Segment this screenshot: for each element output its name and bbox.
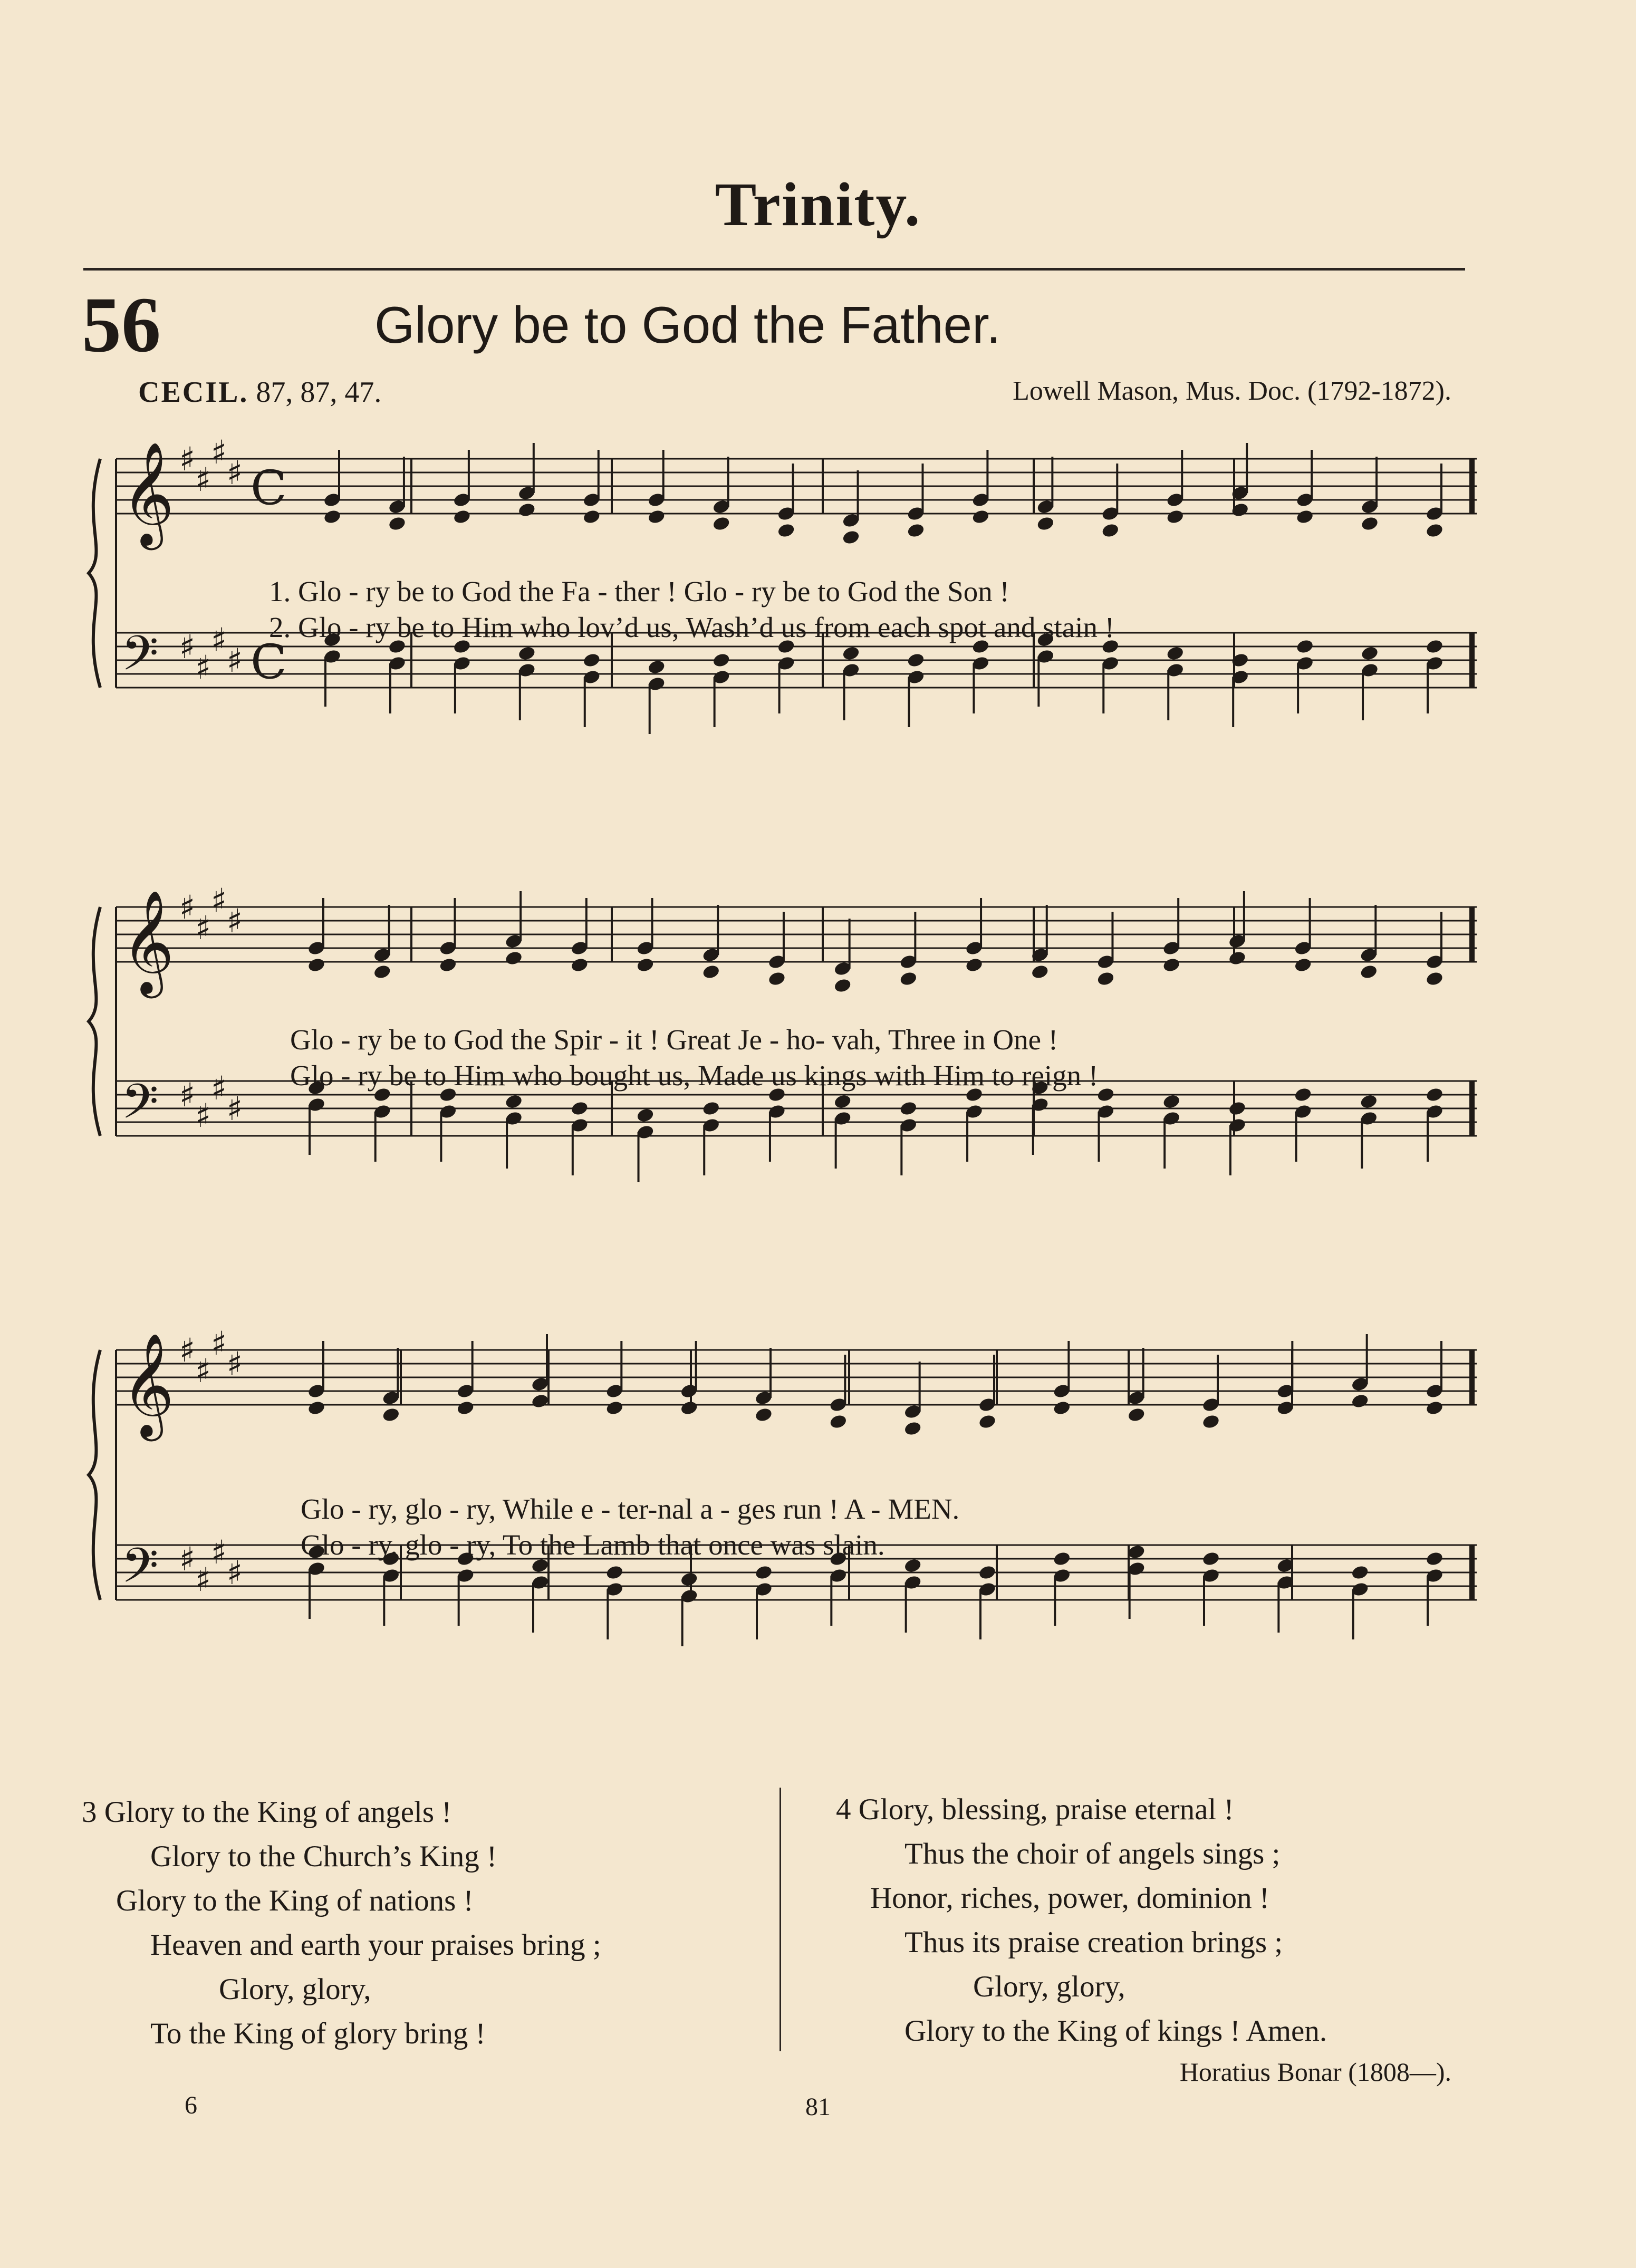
note-head (1127, 1544, 1146, 1560)
stanza-line: To the King of glory bring ! (150, 2017, 486, 2050)
brace (89, 1350, 100, 1600)
note-head (1052, 1551, 1071, 1567)
note-head (1425, 1087, 1444, 1103)
note-head (307, 957, 326, 973)
final-barline (1469, 1081, 1475, 1136)
note-head (842, 645, 861, 662)
note-head (971, 509, 990, 525)
note-head (1201, 1551, 1220, 1567)
note-head (1359, 1094, 1378, 1110)
note-head (605, 1565, 624, 1581)
lyric-line: Glo - ry, glo - ry, While e - ter-nal a - ges run ! A - MEN. (301, 1493, 960, 1525)
stanza-line: Glory, blessing, praise eternal ! (858, 1793, 1234, 1826)
note-head (439, 957, 458, 973)
stanza-line: Glory to the King of nations ! (116, 1884, 474, 1917)
note-head (701, 1101, 720, 1117)
note-head (754, 1565, 773, 1581)
lyric-line: Glo - ry be to Him who bought us, Made us kings with Him to reign ! (290, 1059, 1099, 1092)
stanza-line: Glory to the Church’s King ! (150, 1840, 497, 1873)
note-head (829, 1414, 848, 1430)
note-head (1425, 1551, 1444, 1567)
note-head (1228, 950, 1247, 967)
sharp-icon: ♯ (195, 1352, 211, 1390)
note-head (842, 529, 861, 546)
note-head (1162, 1094, 1181, 1110)
note-head (1294, 957, 1313, 973)
sharp-icon: ♯ (227, 453, 243, 492)
note-head (712, 516, 731, 532)
hymn-title: Glory be to God the Father. (374, 296, 1001, 354)
note-head (1096, 1087, 1115, 1103)
note-head (1036, 516, 1055, 532)
note-head (517, 502, 536, 518)
note-head (1052, 1400, 1071, 1416)
note-head (1351, 1393, 1370, 1410)
stanza-number: 4 (836, 1793, 851, 1826)
note-head (1166, 509, 1185, 525)
note-head (1201, 1414, 1220, 1430)
tune-name: CECIL. (138, 376, 249, 409)
sharp-icon: ♯ (211, 881, 227, 920)
treble-clef-icon: 𝄞 (121, 1333, 175, 1437)
stanza-3 (82, 1790, 601, 2056)
sharp-icon: ♯ (195, 648, 211, 687)
sharp-icon: ♯ (211, 621, 227, 659)
composer: Lowell Mason, Mus. Doc. (1792-1872). (1013, 376, 1451, 406)
hymn-number: 56 (82, 281, 161, 369)
note-head (1425, 523, 1444, 539)
sharp-icon: ♯ (211, 1069, 227, 1107)
note-head (636, 957, 655, 973)
bass-clef-icon: 𝄢 (121, 1074, 159, 1141)
note-head (517, 645, 536, 662)
note-head (680, 1571, 699, 1588)
hymn-author: Horatius Bonar (1808—). (1179, 2057, 1451, 2087)
sharp-icon: ♯ (195, 460, 211, 499)
stanza-4 (836, 1788, 1327, 2053)
bass-clef-icon: 𝄢 (121, 1538, 159, 1605)
common-time-icon: C (251, 634, 287, 690)
common-time-icon: C (251, 460, 287, 516)
brace (89, 459, 100, 688)
note-head (381, 1407, 400, 1423)
note-head (1162, 957, 1181, 973)
stanza-number: 3 (82, 1796, 97, 1829)
note-head (605, 1400, 624, 1416)
note-head (647, 659, 666, 675)
note-head (307, 1400, 326, 1416)
note-head (570, 957, 589, 973)
note-head (1360, 645, 1379, 662)
note-head (456, 1400, 475, 1416)
note-head (777, 523, 796, 539)
sharp-icon: ♯ (195, 1096, 211, 1135)
note-head (833, 1094, 852, 1110)
note-head (647, 509, 666, 525)
sharp-icon: ♯ (227, 1553, 243, 1592)
note-head (1166, 645, 1185, 662)
meter: 87, 87, 47. (256, 376, 382, 409)
note-head (833, 978, 852, 994)
note-head (754, 1407, 773, 1423)
note-head (582, 509, 601, 525)
bass-clef-icon: 𝄢 (121, 625, 159, 693)
note-head (1127, 1407, 1146, 1423)
brace (89, 907, 100, 1136)
signature-mark: 6 (185, 2091, 197, 2119)
note-head (504, 950, 523, 967)
section-title: Trinity. (715, 170, 921, 239)
stanza-line: Glory to the King of angels ! (104, 1796, 452, 1829)
stanza-line: Thus the choir of angels sings ; (904, 1837, 1281, 1870)
note-head (504, 1094, 523, 1110)
lyric-line: 2. Glo - ry be to Him who lov’d us, Wash’d us from each spot and stain ! (269, 611, 1115, 643)
sharp-icon: ♯ (227, 902, 243, 940)
treble-clef-icon: 𝄞 (121, 441, 175, 546)
note-head (388, 516, 407, 532)
sharp-icon: ♯ (211, 433, 227, 471)
sharp-icon: ♯ (195, 909, 211, 947)
note-head (1295, 509, 1314, 525)
note-head (1425, 639, 1444, 655)
note-head (531, 1393, 550, 1410)
page-number: 81 (805, 2093, 831, 2121)
sharp-icon: ♯ (227, 1345, 243, 1383)
note-head (907, 523, 926, 539)
final-barline (1469, 1545, 1475, 1600)
note-head (1351, 1565, 1370, 1581)
final-barline (1469, 1350, 1475, 1405)
note-head (907, 652, 926, 669)
final-barline (1469, 907, 1475, 962)
note-head (680, 1400, 699, 1416)
note-head (373, 964, 392, 980)
sharp-icon: ♯ (179, 1540, 196, 1578)
note-head (1101, 523, 1120, 539)
note-head (701, 964, 720, 980)
sharp-icon: ♯ (179, 440, 196, 478)
column-divider (779, 1788, 781, 2051)
lyric-line: Glo - ry be to God the Spir - it ! Great Je - ho- vah, Three in One ! (290, 1024, 1058, 1056)
note-head (978, 1565, 997, 1581)
note-head (712, 652, 731, 669)
note-head (323, 509, 342, 525)
note-head (1425, 1400, 1444, 1416)
final-barline (1469, 633, 1475, 688)
note-head (582, 652, 601, 669)
header-rule (83, 268, 1465, 271)
note-head (1031, 964, 1050, 980)
note-head (978, 1414, 997, 1430)
note-head (965, 957, 984, 973)
sharp-icon: ♯ (211, 1533, 227, 1571)
note-head (903, 1421, 922, 1437)
sharp-icon: ♯ (179, 888, 196, 926)
note-head (636, 1107, 655, 1124)
note-head (899, 1101, 918, 1117)
note-head (1359, 964, 1378, 980)
final-barline (1469, 459, 1475, 514)
note-head (1294, 1087, 1313, 1103)
note-head (1360, 516, 1379, 532)
stanza-line: Honor, riches, power, dominion ! (870, 1881, 1269, 1915)
note-head (453, 509, 471, 525)
lyric-line: 1. Glo - ry be to God the Fa - ther ! Glo - ry be to God the Son ! (269, 575, 1009, 607)
sharp-icon: ♯ (227, 1089, 243, 1128)
stanza-line: Glory, glory, (973, 1970, 1125, 2003)
note-head (570, 1101, 589, 1117)
sharp-icon: ♯ (179, 628, 196, 666)
stanza-line: Heaven and earth your praises bring ; (150, 1928, 601, 1962)
sharp-icon: ♯ (195, 1560, 211, 1599)
lyric-line: Glo - ry, glo - ry, To the Lamb that once was slain. (301, 1529, 885, 1561)
stanza-line: Glory to the King of kings ! Amen. (904, 2014, 1327, 2048)
stanza-line: Glory, glory, (219, 1973, 371, 2006)
note-head (903, 1558, 922, 1574)
sharp-icon: ♯ (179, 1331, 196, 1369)
sharp-icon: ♯ (211, 1324, 227, 1363)
tune-info (138, 375, 381, 409)
note-head (1096, 971, 1115, 987)
note-head (1295, 639, 1314, 655)
sharp-icon: ♯ (179, 1076, 196, 1114)
stanza-line: Thus its praise creation brings ; (904, 1926, 1283, 1959)
note-head (1425, 971, 1444, 987)
note-head (899, 971, 918, 987)
note-head (767, 971, 786, 987)
note-head (1228, 1101, 1247, 1117)
sharp-icon: ♯ (227, 641, 243, 680)
treble-clef-icon: 𝄞 (121, 890, 175, 994)
